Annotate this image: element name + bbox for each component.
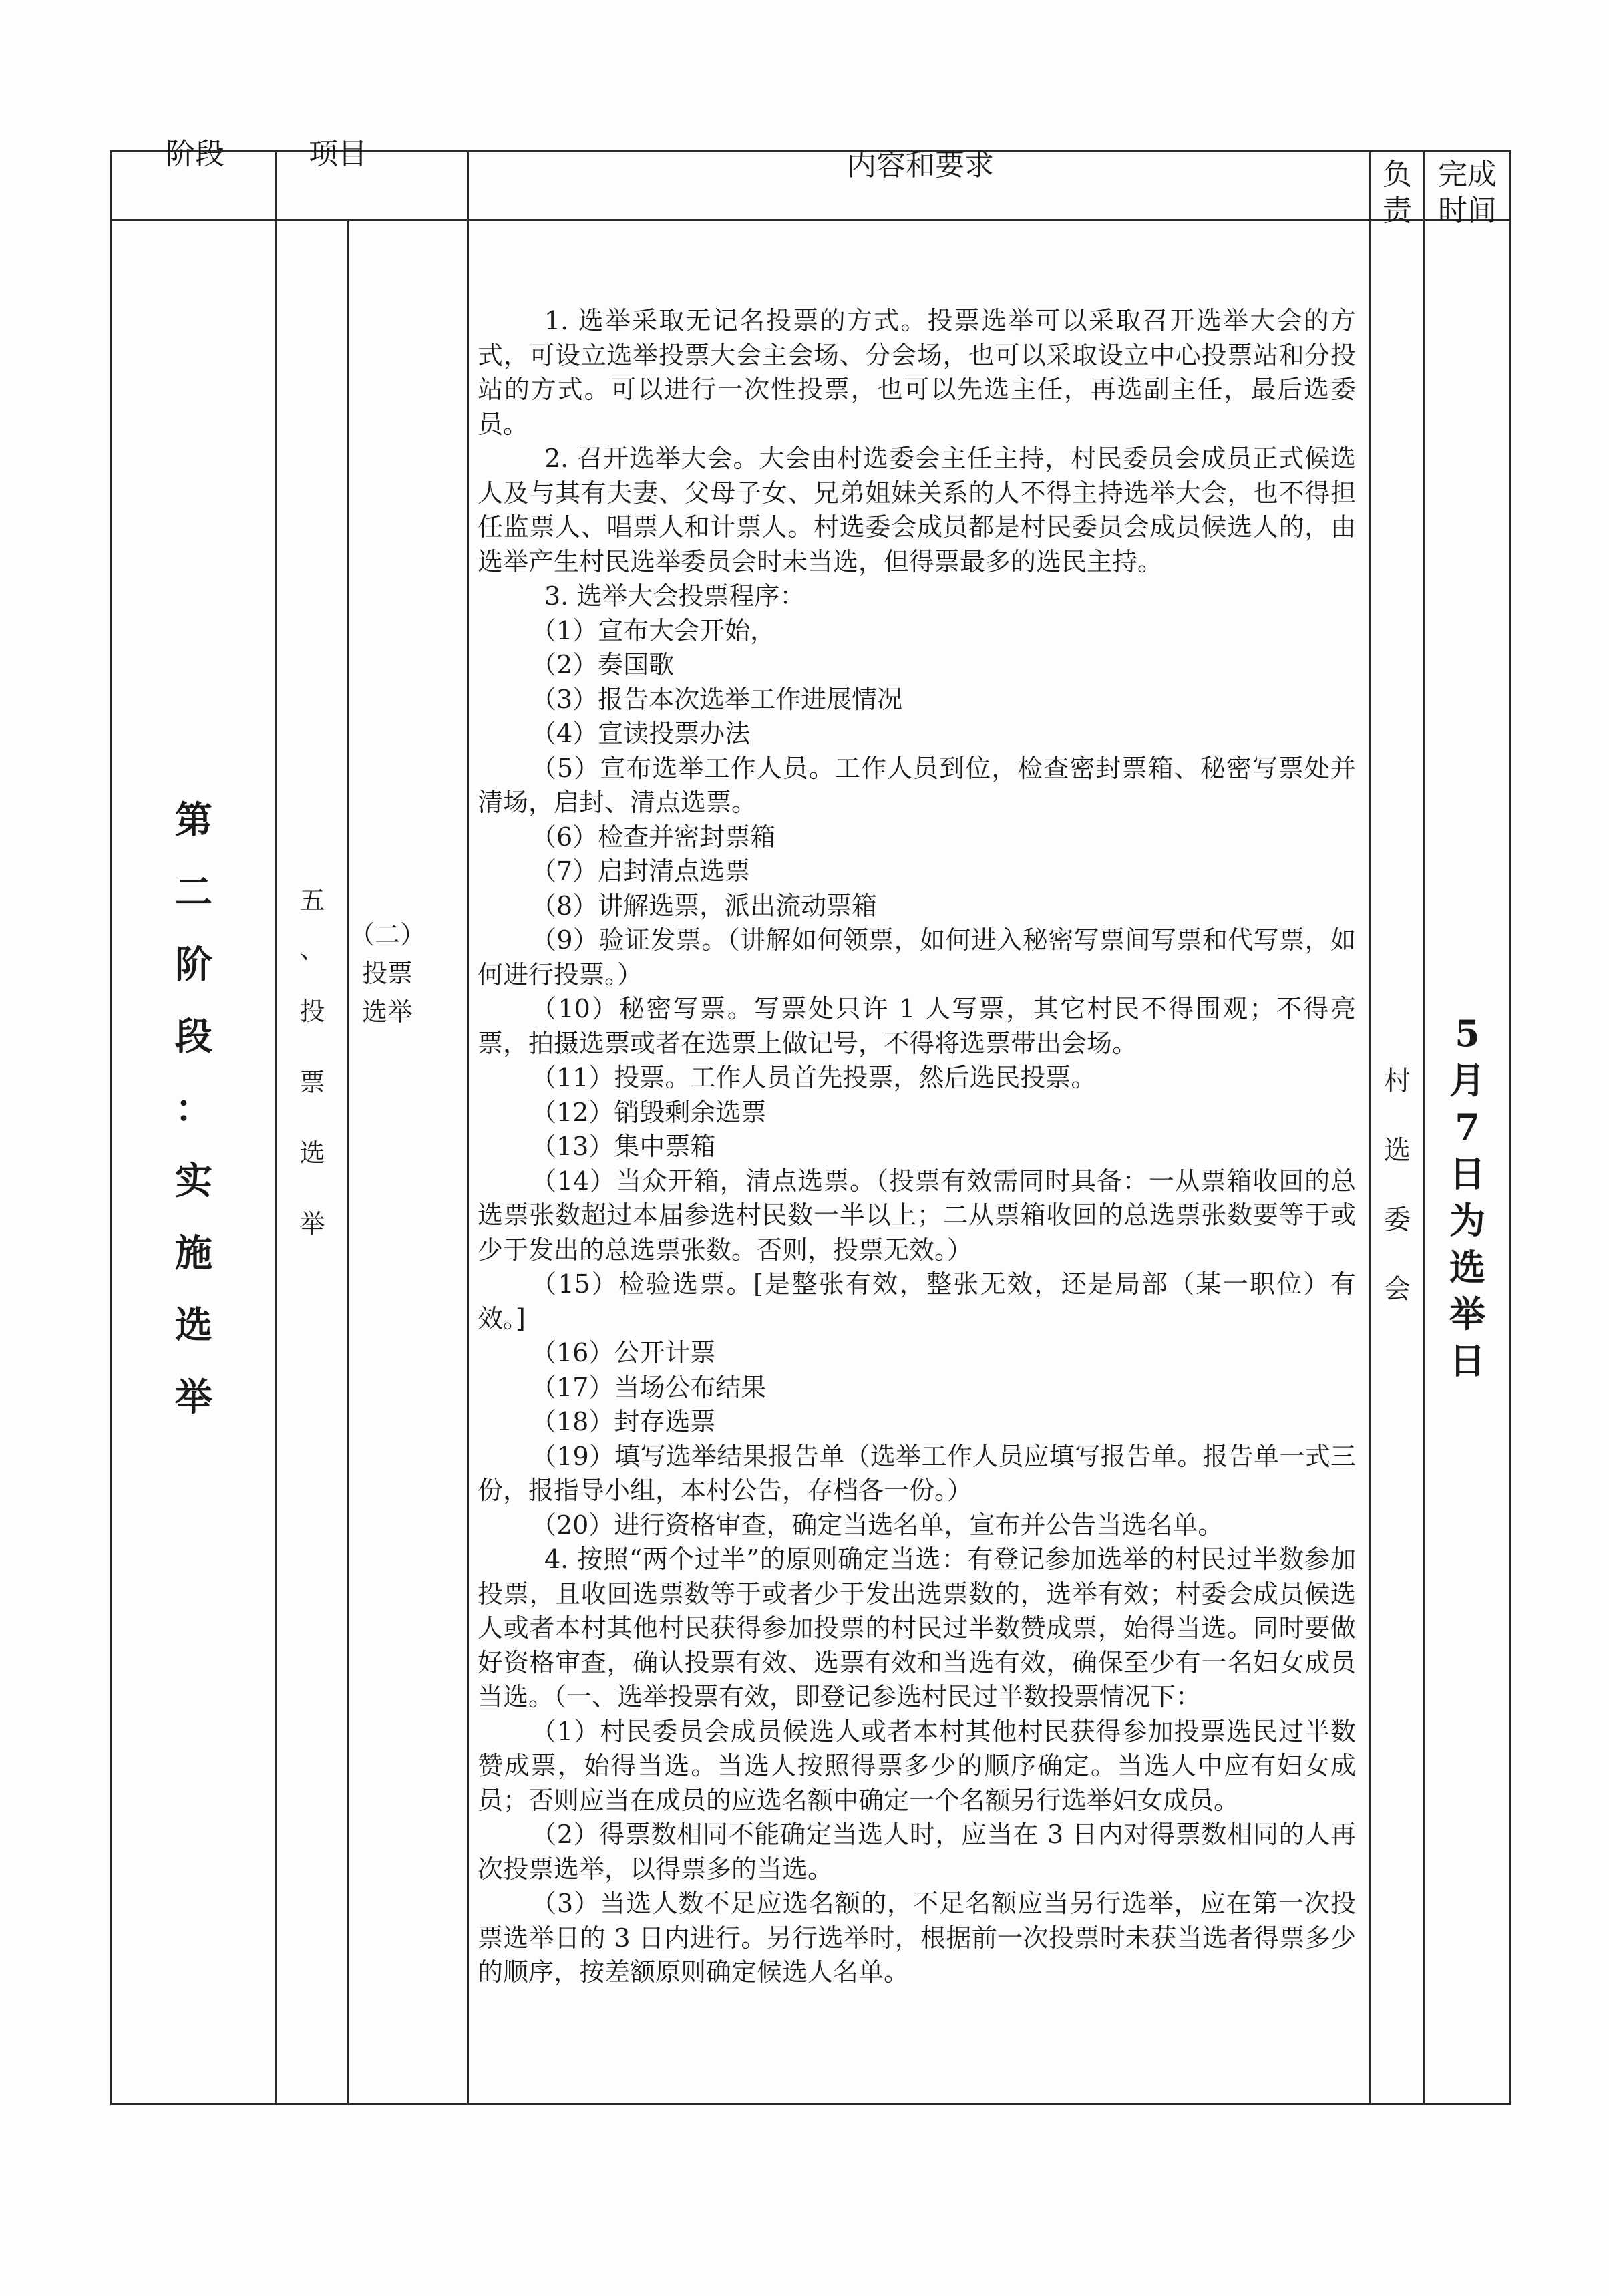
deadline-char: 为 [1449, 1199, 1485, 1242]
subitem-line: 投票 [361, 959, 413, 988]
content-paragraph: （2）奏国歌 [531, 650, 675, 679]
content-paragraph: 3. 选举大会投票程序： [544, 581, 806, 611]
deadline-label [1425, 1010, 1509, 1384]
content-paragraph: （3）报告本次选举工作进展情况 [531, 684, 903, 714]
header-deadline-line: 时间 [1438, 194, 1497, 228]
header-deadline-line: 完成 [1438, 158, 1497, 192]
stage-char: 实 [175, 1159, 212, 1203]
deadline-char: 选 [1449, 1246, 1485, 1289]
item-char: 投 [299, 997, 325, 1026]
subitem-label [341, 915, 434, 1031]
stage-char: 施 [175, 1231, 212, 1275]
item-char: 举 [299, 1209, 325, 1239]
deadline-char: 月 [1449, 1059, 1485, 1102]
stage-char: ： [175, 1087, 212, 1131]
header-responsible-line: 负 [1383, 158, 1412, 192]
content-paragraph: （10）秘密写票。写票处只许 1 人写票，其它村民不得围观；不得亮票，拍摄选票或者在选票上做记号，不得将选票带出会场。 [478, 994, 1356, 1058]
header-deadline [1425, 157, 1509, 229]
content-paragraph: （9）验证发票。（讲解如何领票，如何进入秘密写票间写票和代写票，如何进行投票。） [478, 925, 1356, 989]
content-paragraph: （5）宣布选举工作人员。工作人员到位，检查密封票箱、秘密写票处并清场，启封、清点选票。 [478, 753, 1356, 817]
stage-char: 举 [175, 1375, 212, 1420]
content-paragraph: （12）销毁剩余选票 [531, 1097, 767, 1127]
content-paragraph: （13）集中票箱 [531, 1132, 716, 1161]
subitem-line: （二） [349, 920, 425, 949]
content-paragraph: （14）当众开箱，清点选票。（投票有效需同时具备：一从票箱收回的总选票张数超过本届参选村民数一半以上；二从票箱收回的总选票张数要等于或少于发出的总选票张数。否则，投票无效。） [478, 1166, 1356, 1265]
responsible-char: 委 [1384, 1204, 1411, 1235]
content-paragraph: （18）封存选票 [531, 1407, 716, 1436]
stage-char: 段 [175, 1015, 212, 1059]
deadline-char: 5 [1455, 1012, 1480, 1055]
item-divider [467, 150, 469, 2105]
deadline-char: 日 [1449, 1152, 1485, 1195]
deadline-char: 日 [1449, 1339, 1485, 1382]
stage-label [150, 784, 237, 1434]
header-responsible-line: 责 [1383, 194, 1412, 228]
table-left-border [110, 150, 112, 2105]
content-paragraph: （8）讲解选票，派出流动票箱 [531, 890, 878, 921]
item-char: 五 [299, 886, 325, 915]
content-body [478, 304, 1356, 1990]
header-content: 内容和要求 [847, 148, 994, 182]
responsible-char: 选 [1384, 1135, 1411, 1166]
table-header-divider [110, 219, 1511, 221]
content-paragraph: （17）当场公布结果 [531, 1372, 767, 1402]
stage-char: 二 [175, 870, 212, 915]
content-paragraph: （7）启封清点选票 [531, 856, 751, 886]
content-paragraph: 2. 召开选举大会。大会由村选委会主任主持，村民委员会成员正式候选人及与其有夫妻、父母子女、兄弟姐妹关系的人不得主持选举大会，也不得担任监票人、唱票人和计票人。村选委会成员都是村民委员会成员候选人的，由选举产生村民选举委员会时未当选，但得票最多的选民主持。 [478, 444, 1356, 577]
content-paragraph: （2）得票数相同不能确定当选人时，应当在 3 日内对得票数相同的人再次投票选举，以得票多的当选。 [478, 1820, 1356, 1884]
responsible-char: 会 [1384, 1274, 1411, 1305]
header-stage: 阶段 [166, 137, 224, 171]
responsible-label [1371, 1046, 1423, 1324]
content-paragraph: （4）宣读投票办法 [531, 719, 751, 748]
header-responsible [1371, 157, 1423, 229]
item-char: 票 [299, 1068, 325, 1097]
stage-char: 选 [175, 1303, 212, 1347]
table-right-border [1509, 150, 1511, 2105]
stage-char: 阶 [175, 943, 212, 987]
content-paragraph: （11）投票。工作人员首先投票，然后选民投票。 [531, 1063, 1097, 1092]
subitem-line: 选举 [361, 997, 413, 1027]
item-char: 选 [299, 1138, 325, 1168]
content-paragraph: 1. 选举采取无记名投票的方式。投票选举可以采取召开选举大会的方式，可设立选举投票大会主会场、分会场，也可以采取设立中心投票站和分投站的方式。可以进行一次性投票，也可以先选主任，再选副主任，最后选委员。 [478, 306, 1356, 439]
item-char: 、 [299, 935, 325, 964]
content-paragraph: （16）公开计票 [531, 1338, 716, 1367]
table-bottom-border [110, 2103, 1511, 2105]
stage-char: 第 [175, 798, 212, 842]
content-paragraph: （20）进行资格审查，确定当选名单，宣布并公告当选名单。 [531, 1510, 1224, 1540]
responsible-char: 村 [1384, 1065, 1411, 1096]
deadline-char: 7 [1455, 1106, 1480, 1148]
item-label [277, 865, 347, 1259]
item-subitem-divider [347, 220, 349, 2104]
content-paragraph: （15）检验选票。[是整张有效，整张无效，还是局部（某一职位）有效。] [478, 1269, 1356, 1333]
content-paragraph: 4. 按照“两个过半”的原则确定当选：有登记参加选举的村民过半数参加投票，且收回选票数等于或者少于发出选票数的，选举有效；村委会成员候选人或者本村其他村民获得参加投票的村民过半数赞成票，始得当选。同时要做好资格审查，确认投票有效、选票有效和当选有效，确保至少有一名妇女成员当选。（一、选举投票有效，即登记参选村民过半数投票情况下： [478, 1544, 1356, 1711]
content-paragraph: （6）检查并密封票箱 [531, 822, 776, 852]
content-paragraph: （19）填写选举结果报告单（选举工作人员应填写报告单。报告单一式三份，报指导小组，本村公告，存档各一份。） [478, 1441, 1356, 1505]
content-paragraph: （1）宣布大会开始， [531, 615, 776, 645]
content-paragraph: （1）村民委员会成员候选人或者本村其他村民获得参加投票选民过半数赞成票，始得当选。当选人按照得票多少的顺序确定。当选人中应有妇女成员；否则应当在成员的应选名额中确定一个名额另行选举妇女成员。 [478, 1716, 1356, 1815]
header-item: 项目 [309, 137, 367, 171]
deadline-char: 举 [1449, 1293, 1485, 1335]
content-paragraph: （3）当选人数不足应选名额的，不足名额应当另行选举，应在第一次投票选举日的 3 日内进行。另行选举时，根据前一次投票时未获当选者得票多少的顺序，按差额原则确定候选人名单。 [478, 1889, 1356, 1987]
